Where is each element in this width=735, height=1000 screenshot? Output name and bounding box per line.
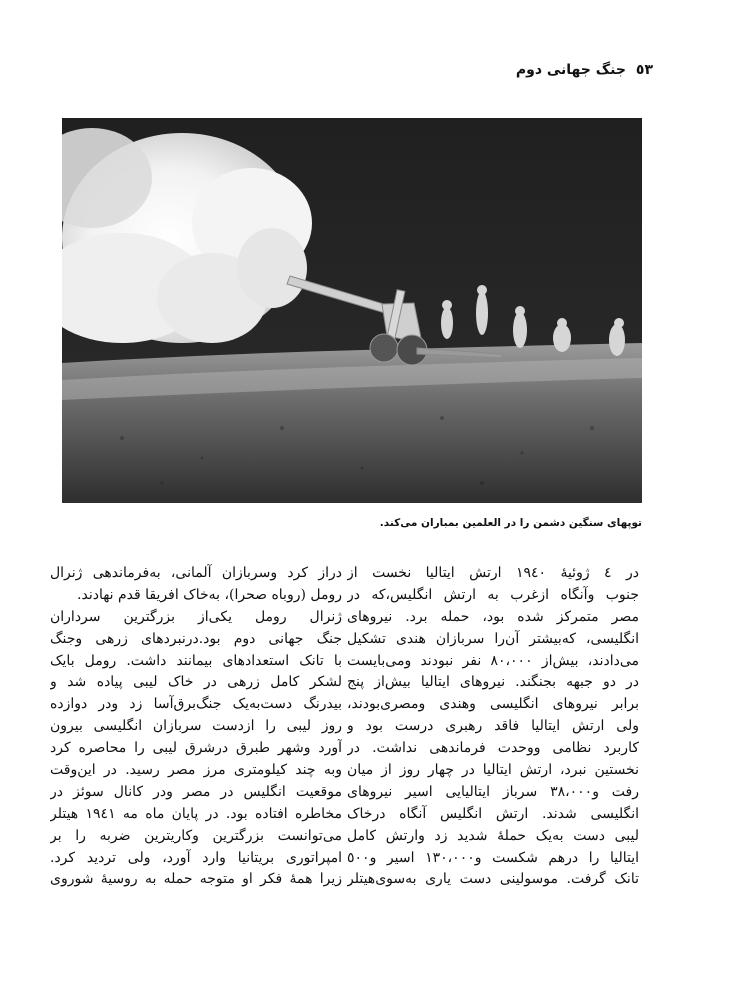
text-line: انگلیسی شدند. ارتش انگلیس آنگاه درخاک xyxy=(347,805,639,822)
photo-illustration xyxy=(62,118,642,503)
text-line: مصر متمرکز شده بود، حمله برد. نیروهای xyxy=(347,608,639,625)
text-line: با تانک استعدادهای بیمانند داشت. رومل بایک xyxy=(50,652,342,669)
text-line: انگلیسی، که‌بیشتر آن‌را سربازان هندی تشکیل xyxy=(347,630,639,647)
text-line: ولی ارتش ایتالیا فاقد رهبری درست بود و xyxy=(347,718,639,735)
text-line: لیبی دست به‌یک حملهٔ شدید زد وارتش کامل xyxy=(347,827,639,844)
text-line: کاربرد نظامی ووحدت فرماندهی نداشت. در xyxy=(347,740,639,757)
text-line: امپراتوری بریتانیا وارد آورد، ولی تردید کرد. xyxy=(50,849,342,866)
text-line: رومل (روباه صحرا)، به‌خاک افریقا قدم نهادند. xyxy=(77,586,342,603)
page-number: ٥٣ xyxy=(635,62,653,78)
text-line: دراز کرد وسربازان آلمانی، به‌فرماندهی ژنرال xyxy=(50,565,342,581)
text-line: موقعیت انگلیس در مصر ودر کانال سوئز در xyxy=(50,783,342,800)
text-line: جنوب وآنگاه ازغرب به ارتش انگلیس،که در xyxy=(347,586,639,603)
text-line: ایتالیا را درهم شکست و١٣٠،٠٠٠ اسیر و٥٠٠ xyxy=(347,849,639,866)
artillery-photo xyxy=(62,118,642,503)
text-line: رفت و٣٨،٠٠٠ سرباز ایتالیایی اسیر نیروهای xyxy=(347,783,639,800)
text-line: در ٤ ژوئیهٔ ١٩٤٠ ارتش ایتالیا نخست از xyxy=(347,565,639,581)
text-line: ژنرال رومل یکی‌از بزرگترین سرداران xyxy=(50,608,342,625)
chapter-title: جنگ جهانی دوم xyxy=(515,62,626,78)
running-header xyxy=(516,62,653,78)
figure-caption: توپهای سنگین دشمن را در العلمین بمباران می‌کند. xyxy=(379,517,642,529)
text-line: برابر نیروهای انگلیسی وهندی ومصری‌بودند، xyxy=(347,696,639,713)
text-line: تانک گرفت. موسولینی دست یاری به‌سوی‌هیتلر xyxy=(347,871,639,888)
text-line: نخستین نبرد، ارتش ایتالیا در چهار روز از میان xyxy=(347,762,639,779)
text-line: می‌توانست بزرگترین وکاریترین ضربه را بر xyxy=(50,827,342,844)
text-line: آورد وشهر طبرق درشرق لیبی را محاصره کرد xyxy=(50,740,342,757)
text-line: بیدرنگ دست‌به‌یک جنگ‌برق‌آسا زد ودر دوازده xyxy=(50,696,342,713)
text-line: روز لیبی را ازدست سربازان انگلیسی بیرون xyxy=(50,718,342,735)
text-line: وبه چند کیلومتری مرز مصر رسید. در این‌وقت xyxy=(50,762,342,779)
text-column-left xyxy=(50,563,342,891)
text-line: در دو جبهه بجنگند. نیروهای ایتالیا بیش‌از پنج xyxy=(347,674,639,691)
text-line: می‌دادند، بیش‌از ٨٠،٠٠٠ نفر نبودند و‌می‌بایست xyxy=(347,652,639,669)
text-line: لشکر کامل زرهی در خاک لیبی پیاده شد و xyxy=(50,674,342,691)
text-line: مخاطره افتاده بود. در پایان ماه مه ١٩٤١ هیتلر xyxy=(50,805,342,822)
text-column-right xyxy=(347,563,639,891)
text-line: زیرا همهٔ فکر او متوجه حمله به روسیهٔ شوروی xyxy=(50,871,342,888)
text-line: جنگ جهانی دوم بود.درنبردهای زرهی وجنگ xyxy=(50,630,342,647)
